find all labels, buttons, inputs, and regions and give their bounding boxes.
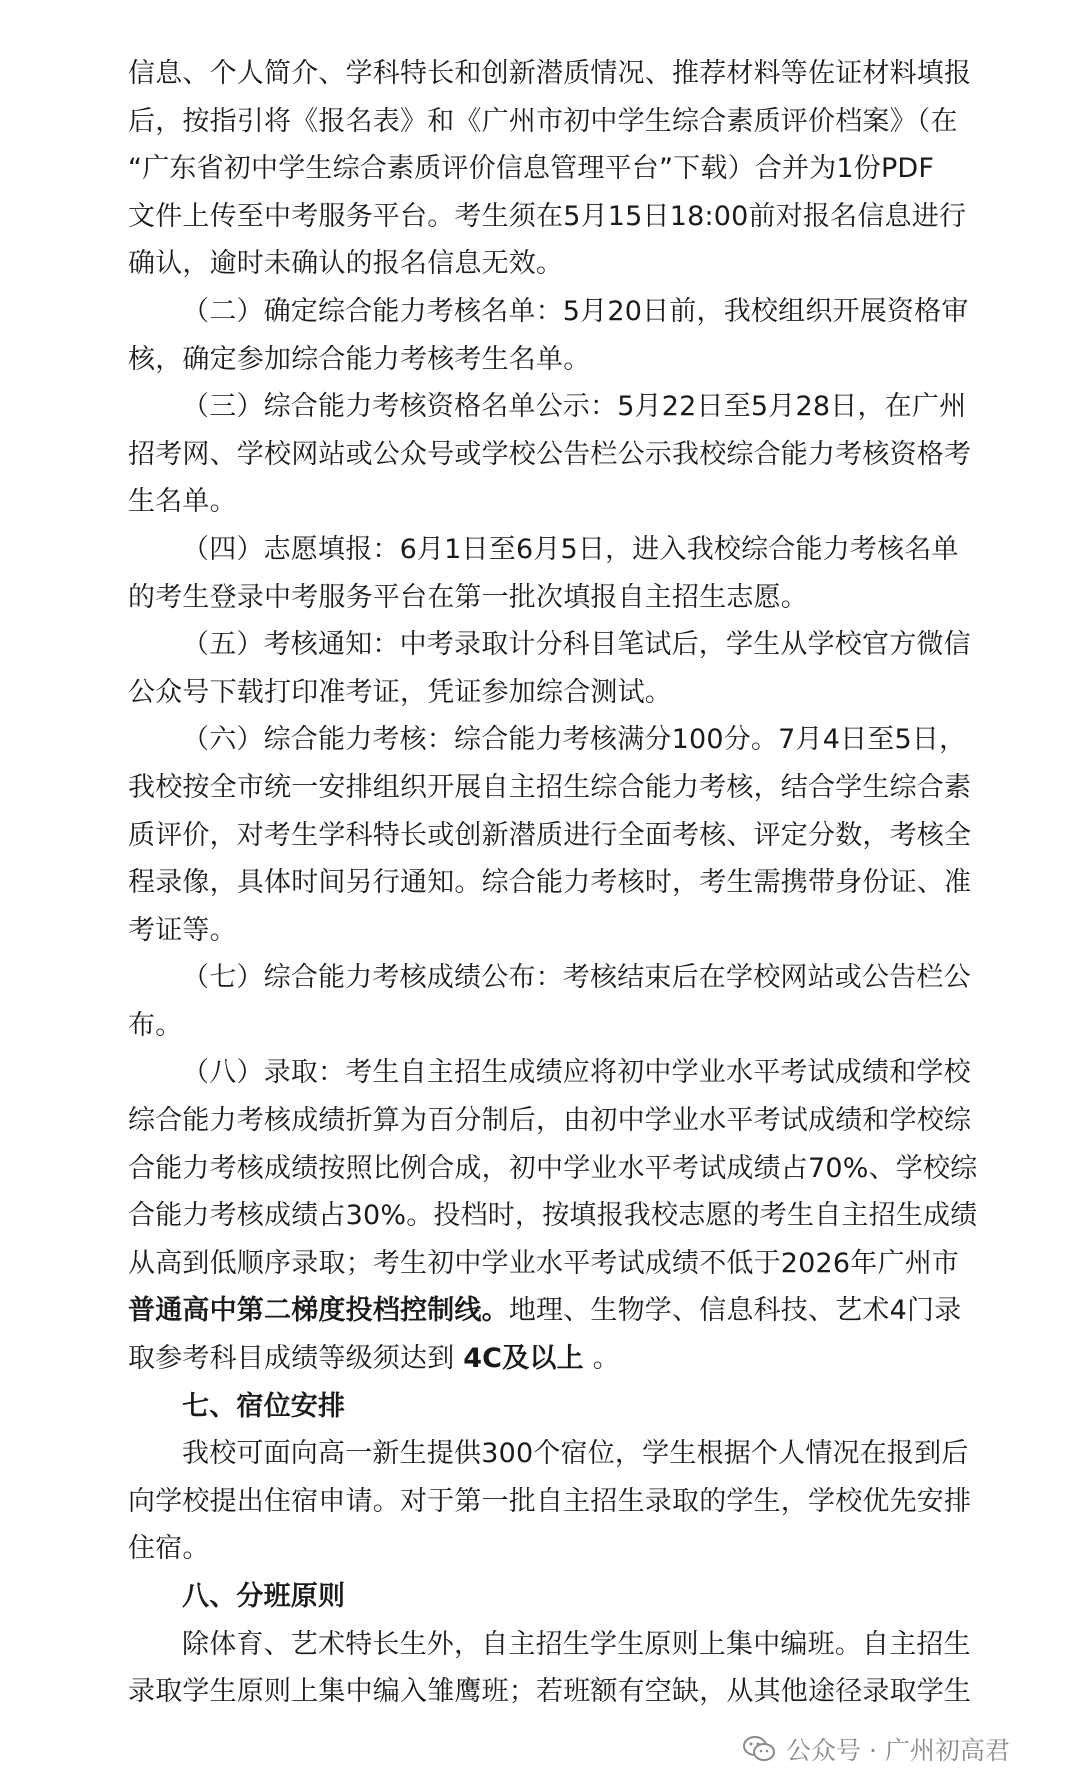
text-line (128, 812, 972, 860)
text-segment: 招考网、学校网站或公众号或学校公告栏公示我校综合能力考核资格考 (128, 438, 972, 470)
watermark (742, 1731, 1010, 1767)
text-segment: 考证等。 (128, 914, 237, 946)
text-segment: 。 (583, 1343, 620, 1375)
wechat-icon (742, 1735, 776, 1763)
text-segment: （八）录取：考生自主招生成绩应将初中学业水平考试成绩和学校 (182, 1057, 971, 1089)
text-segment: （三）综合能力考核资格名单公示：5月22日至5月28日，在广州 (182, 391, 967, 423)
text-line (128, 145, 968, 193)
text-line (128, 193, 968, 241)
text-segment: （二）确定综合能力考核名单：5月20日前，我校组织开展资格审 (182, 295, 969, 327)
text-line (128, 1430, 968, 1478)
text-segment: 取参考科目成绩等级须达到 (128, 1343, 464, 1375)
text-line (128, 574, 968, 622)
text-line (128, 1525, 968, 1573)
text-segment: 地理、生物学、信息科技、艺术4门录 (508, 1295, 962, 1327)
text-segment: 核，确定参加综合能力考核考生名单。 (128, 343, 591, 375)
text-segment: 向学校提出住宿申请。对于第一批自主招生录取的学生，学校优先安排 (128, 1485, 972, 1517)
text-segment: 从高到低顺序录取；考生初中学业水平考试成绩不低于2026年广州市 (128, 1247, 960, 1279)
text-line (128, 1002, 968, 1050)
text-segment: （五）考核通知：中考录取计分科目笔试后，学生从学校官方微信 (182, 629, 971, 661)
text-segment: 后，按指引将《报名表》和《广州市初中学生综合素质评价档案》（在 (128, 105, 958, 137)
text-segment: 信息、个人简介、学科特长和创新潜质情况、推荐材料等佐证材料填报 (128, 58, 972, 89)
text-line (128, 1668, 972, 1716)
text-line (128, 859, 972, 907)
text-segment: 七、宿位安排 (182, 1390, 346, 1422)
text-line (128, 1287, 968, 1335)
text-segment: 综合能力考核成绩折算为百分制后，由初中学业水平考试成绩和学校综 (128, 1105, 972, 1137)
text-line (128, 240, 968, 288)
text-segment: （六）综合能力考核：综合能力考核满分100分。7月4日至5日， (182, 724, 967, 756)
text-line (128, 1192, 978, 1240)
text-line (128, 50, 972, 98)
text-line (128, 669, 968, 717)
watermark-text: 公众号 · 广州初高君 (786, 1736, 1010, 1765)
bold-text: 普通高中第二梯度投档控制线。 (128, 1295, 509, 1327)
text-line (128, 907, 968, 955)
text-segment: 质评价，对考生学科特长或创新潜质进行全面考核、评定分数，考核全 (128, 819, 972, 851)
text-segment: 录取学生原则上集中编入雏鹰班；若班额有空缺，从其他途径录取学生 (128, 1676, 972, 1708)
text-segment: 公众号下载打印准考证，凭证参加综合测试。 (128, 676, 672, 708)
text-line (128, 526, 968, 574)
text-segment: “广东省初中学生综合素质评价信息管理平台”下载）合并为1份PDF (128, 153, 935, 185)
section-heading (128, 1573, 968, 1621)
text-segment: 我校可面向高一新生提供300个宿位，学生根据个人情况在报到后 (182, 1438, 969, 1470)
text-line (128, 336, 968, 384)
text-line (128, 1335, 968, 1383)
text-segment: 文件上传至中考服务平台。考生须在5月15日18:00前对报名信息进行 (128, 200, 967, 232)
text-line (128, 431, 972, 479)
text-segment: 住宿。 (128, 1533, 210, 1565)
text-line (128, 1240, 968, 1288)
text-line (128, 1145, 978, 1193)
text-segment: 除体育、艺术特长生外，自主招生学生原则上集中编班。自主招生 (182, 1628, 971, 1660)
text-line (128, 764, 972, 812)
text-line (128, 1478, 972, 1526)
text-line (128, 954, 971, 1002)
text-segment: 程录像，具体时间另行通知。综合能力考核时，考生需携带身份证、准 (128, 867, 972, 899)
text-line (128, 1621, 971, 1669)
text-line (128, 621, 971, 669)
text-segment: 合能力考核成绩按照比例合成，初中学业水平考试成绩占70%、学校综 (128, 1152, 978, 1184)
text-segment: 生名单。 (128, 486, 237, 518)
text-segment: 八、分班原则 (182, 1581, 346, 1612)
section-heading (128, 1383, 968, 1431)
document-body (128, 50, 978, 1716)
text-segment: （四）志愿填报：6月1日至6月5日，进入我校综合能力考核名单 (182, 533, 959, 565)
text-line (128, 716, 968, 764)
text-line (128, 478, 968, 526)
text-line (128, 383, 968, 431)
text-segment: （七）综合能力考核成绩公布：考核结束后在学校网站或公告栏公 (182, 962, 971, 994)
text-line (128, 288, 968, 336)
text-segment: 我校按全市统一安排组织开展自主招生综合能力考核，结合学生综合素 (128, 771, 972, 803)
text-segment: 布。 (128, 1009, 183, 1041)
text-segment: 的考生登录中考服务平台在第一批次填报自主招生志愿。 (128, 581, 808, 613)
text-line (128, 98, 968, 146)
text-line (128, 1049, 971, 1097)
text-segment: 合能力考核成绩占30%。投档时，按填报我校志愿的考生自主招生成绩 (128, 1200, 978, 1232)
text-segment: 确认，逾时未确认的报名信息无效。 (128, 248, 564, 280)
text-line (128, 1097, 972, 1145)
bold-text: 4C及以上 (463, 1343, 584, 1375)
